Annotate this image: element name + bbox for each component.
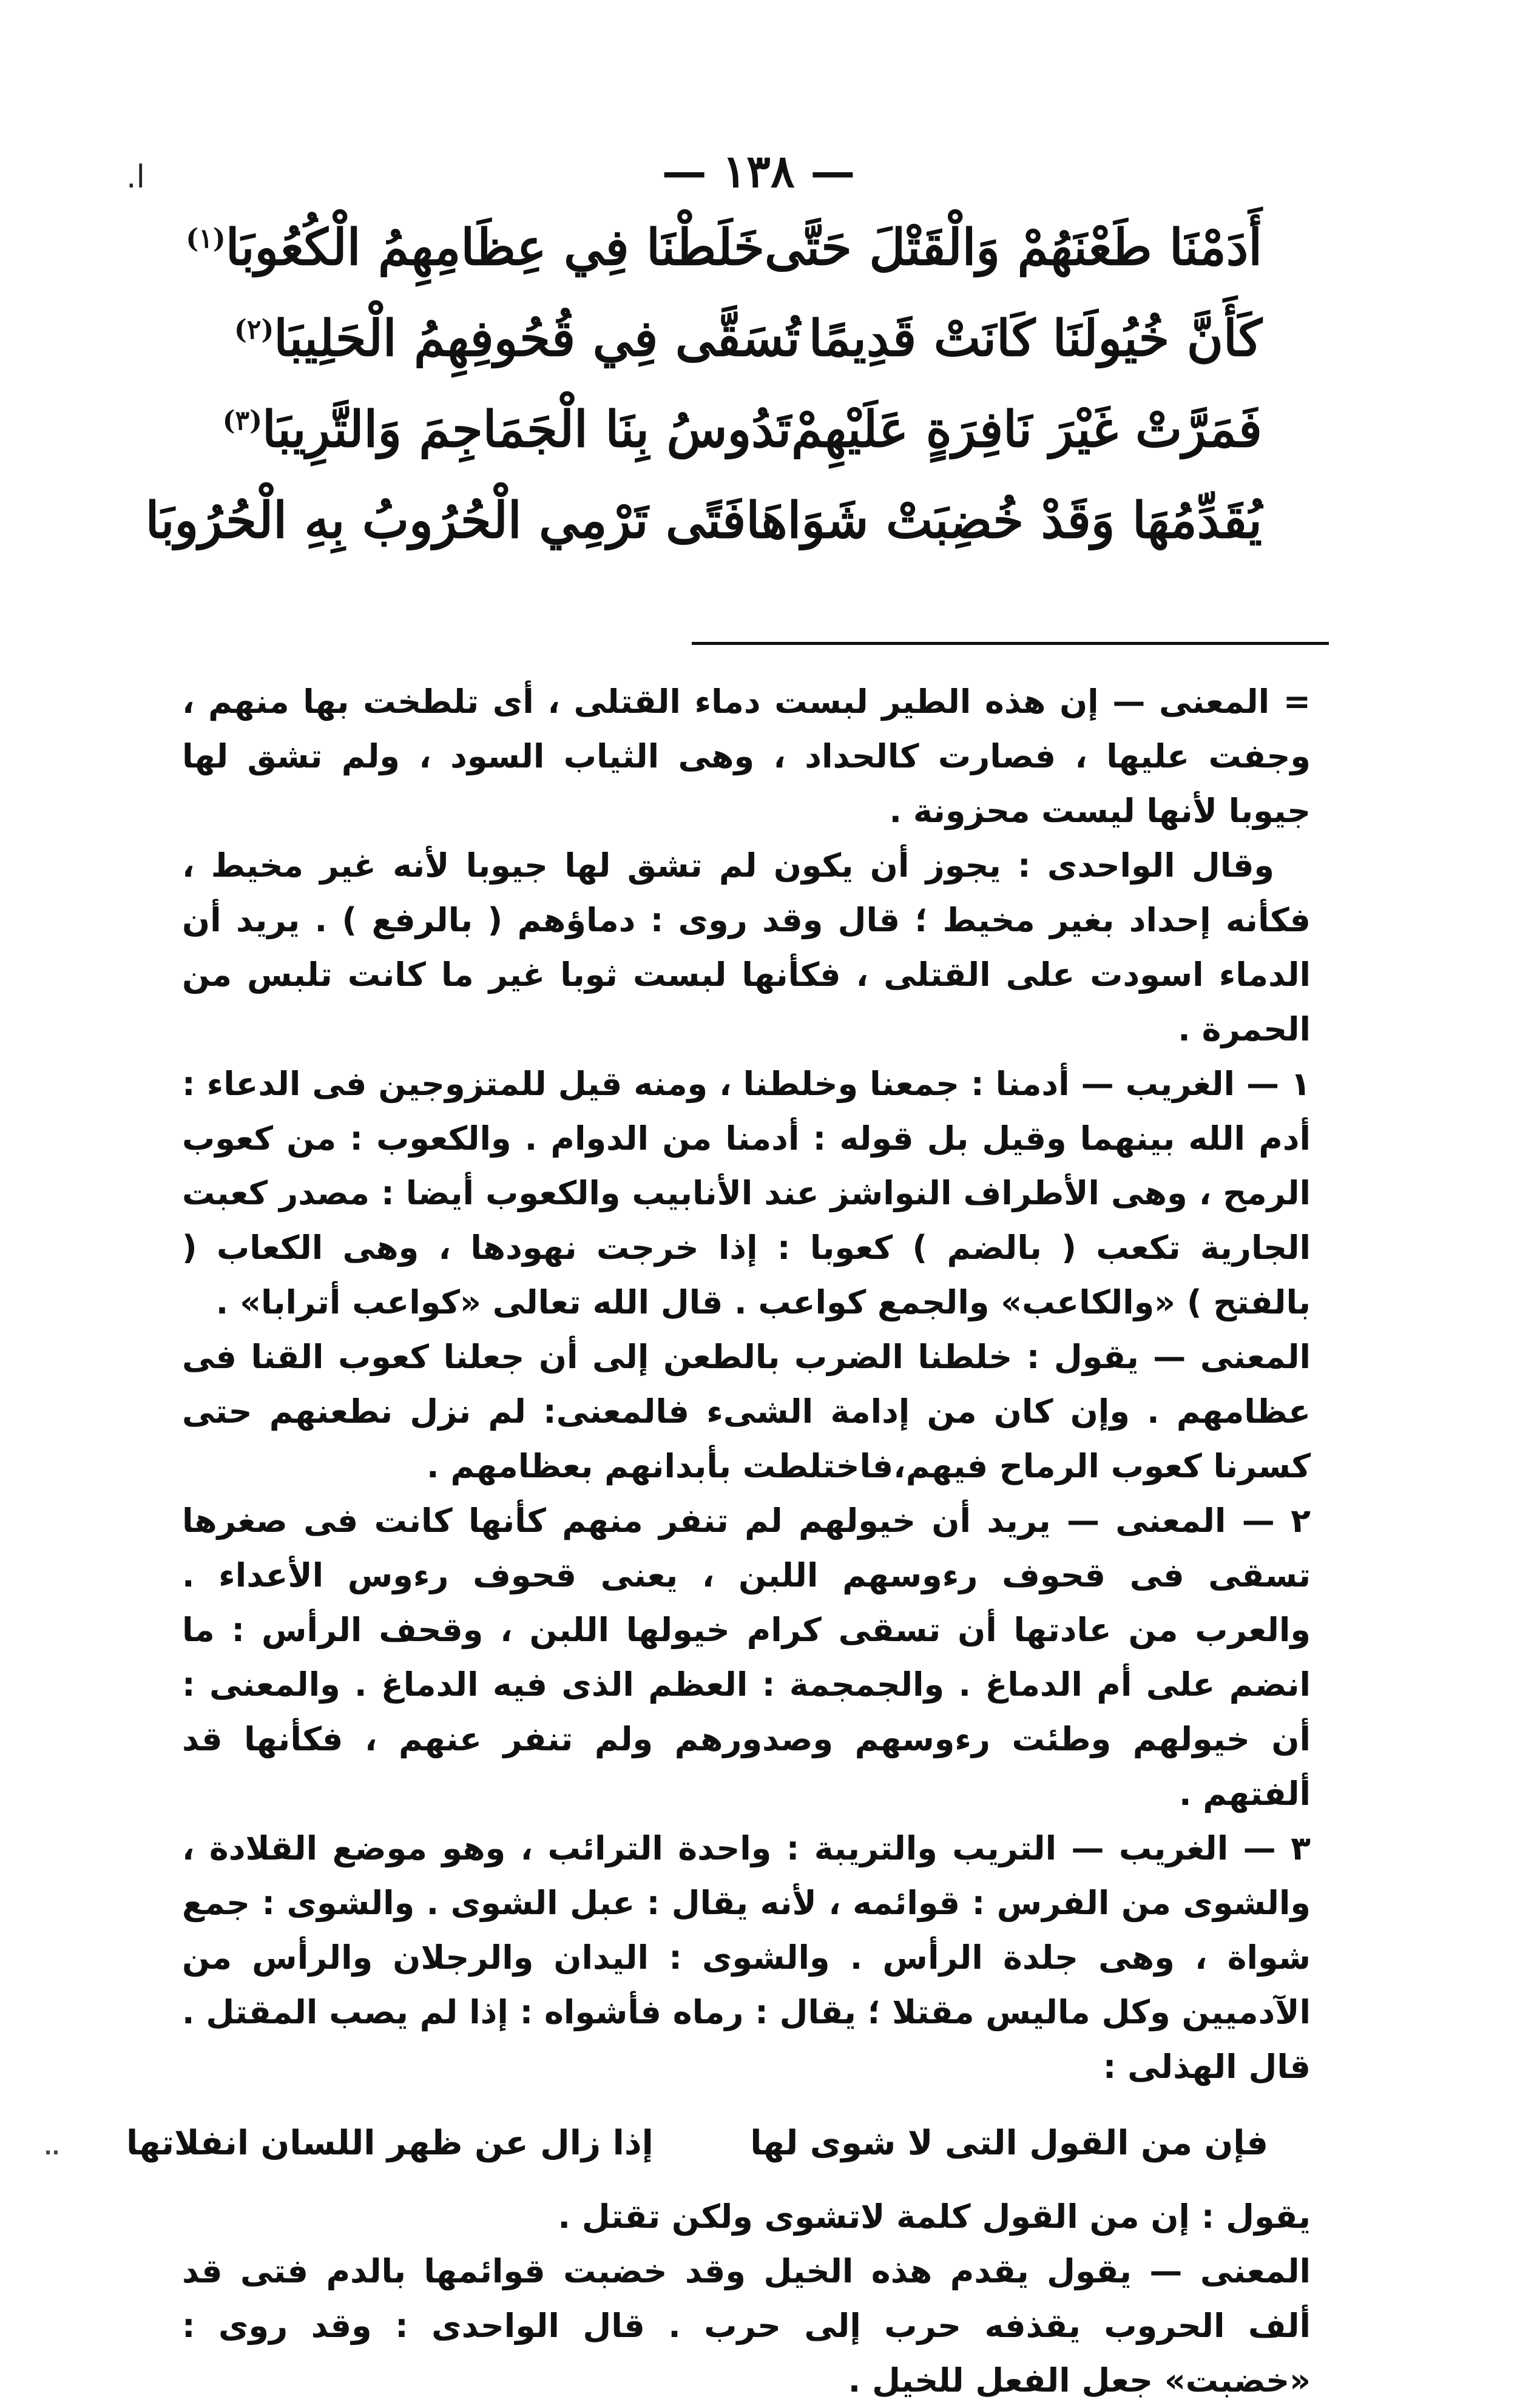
footnote-marker: (٣) (222, 405, 263, 436)
verse-line (231, 309, 1262, 400)
quoted-verse (44, 2116, 1311, 2175)
commentary-paragraph: المعنى — يقول يقدم هذه الخيل وقد خضبت قوائمها بالدم فتى قد ألف الحروب يقذفه حرب إلى حرب . قال الواحدى : وقد روى : «خضبت» جعل الفعل للخيل . (182, 2252, 1311, 2400)
quoted-verse-second-half: إذا زال عن ظهر اللسان انفلاتها (126, 2123, 654, 2163)
page-number: — ١٣٨ — (661, 146, 856, 198)
verse-block (145, 218, 1262, 582)
corner-mark: ا. (126, 159, 145, 195)
separator-rule (692, 642, 1329, 645)
verse-second-hemistich: فَتًى تَرْمِي الْحُرُوبُ بِهِ الْحُرُوبَا (145, 491, 746, 550)
commentary-paragraph: وقال الواحدى : يجوز أن يكون لم تشق لها جيوبا لأنه غير مخيط ، فكأنه إحداد بغير مخيط ؛ قال وقد روى : دماؤهم ( بالرفع ) . يريد أن الدماء اسودت على القتلى ، فكأنها لبست ثوبا غير ما كانت تلبس من الحمرة . (182, 846, 1311, 1048)
verse-line (222, 400, 1262, 491)
footnote-marker: (٢) (234, 314, 274, 345)
commentary-paragraph: ١ — الغريب — أدمنا : جمعنا وخلطنا ، ومنه قيل للمتزوجين فى الدعاء : أدم الله بينهما وقيل بل قوله : أدمنا من الدوام . والكعوب : من كعوب الرمح ، وهى الأطراف النواشز عند الأنابيب والكعوب أيضا : مصدر كعبت الجارية تكعب ( بالضم ) كعوبا : إذا خرجت نهودها ، وهى الكعاب ( بالفتح ) «والكاعب» والجمع كواعب . قال الله تعالى «كواعب أترابا» . (182, 1065, 1311, 1321)
footnote-marker: (١) (186, 223, 226, 254)
verse-first-hemistich: أَدَمْنَا طَعْنَهُمْ وَالْقَتْلَ حَتَّى (765, 218, 1262, 277)
verse-first-hemistich: فَمَرَّتْ غَيْرَ نَافِرَةٍ عَلَيْهِمْ (791, 400, 1262, 459)
verse-second-hemistich: تَدُوسُ بِنَا الْجَمَاجِمَ وَالتَّرِيبَا$^{(٣)}$ (222, 400, 792, 459)
verse-second-hemistich: تُسَقَّى فِي قُحُوفِهِمُ الْحَلِيبَا$^{(٢)}$ (234, 309, 800, 368)
quoted-verse-first-half: فإن من القول التى لا شوى لها (750, 2123, 1268, 2163)
verse-first-hemistich: كَأَنَّ خُيُولَنَا كَانَتْ قَدِيمًا (808, 309, 1262, 368)
ink-dots: .. (44, 2136, 60, 2160)
commentary-paragraph: يقول : إن من القول كلمة لاتشوى ولكن تقتل . (558, 2197, 1311, 2236)
commentary-paragraph: المعنى — يقول : خلطنا الضرب بالطعن إلى أن جعلنا كعوب القنا فى عظامهم . وإن كان من إدامة الشىء فالمعنى: لم نزل نطعنهم حتى كسرنا كعوب الرماح فيهم،فاختلطت بأبدانهم بعظامهم . (182, 1338, 1311, 1485)
commentary-paragraph: ٣ — الغريب — التريب والتريبة : واحدة الترائب ، وهو موضع القلادة ، والشوى من الفرس : قوائمه ، لأنه يقال : عبل الشوى . والشوى : جمع شواة ، وهى جلدة الرأس . والشوى : اليدان والرجلان والرأس من الآدميين وكل ماليس مقتلا ؛ يقال : رماه فأشواه : إذا لم يصب المقتل . قال الهذلى : (182, 1829, 1311, 2086)
verse-second-hemistich: خَلَطْنَا فِي عِظَامِهِمُ الْكُعُوبَا$^{(١)}$ (186, 218, 765, 277)
verse-line (145, 491, 1262, 582)
commentary-paragraph: ٢ — المعنى — يريد أن خيولهم لم تنفر منهم كأنها كانت فى صغرها تسقى فى قحوف رءوسهم اللبن ، يعنى قحوف رءوس الأعداء . والعرب من عادتها أن تسقى كرام خيولها اللبن ، وقحف الرأس : ما انضم على أم الدماغ . والجمجمة : العظم الذى فيه الدماغ . والمعنى : أن خيولهم وطئت رءوسهم وصدورهم ولم تنفر عنهم ، فكأنها قد ألفتهم . (182, 1502, 1311, 1813)
commentary (44, 675, 1311, 2408)
commentary-paragraph: = المعنى — إن هذه الطير لبست دماء القتلى ، أى تلطخت بها منهم ، وجفت عليها ، فصارت كالحداد ، وهى الثياب السود ، ولم تشق لها جيوبا لأنها ليست محزونة . (182, 683, 1311, 830)
verse-first-hemistich: يُقَدِّمُهَا وَقَدْ خُضِبَتْ شَوَاهَا (746, 491, 1262, 550)
verse-line (186, 218, 1262, 309)
